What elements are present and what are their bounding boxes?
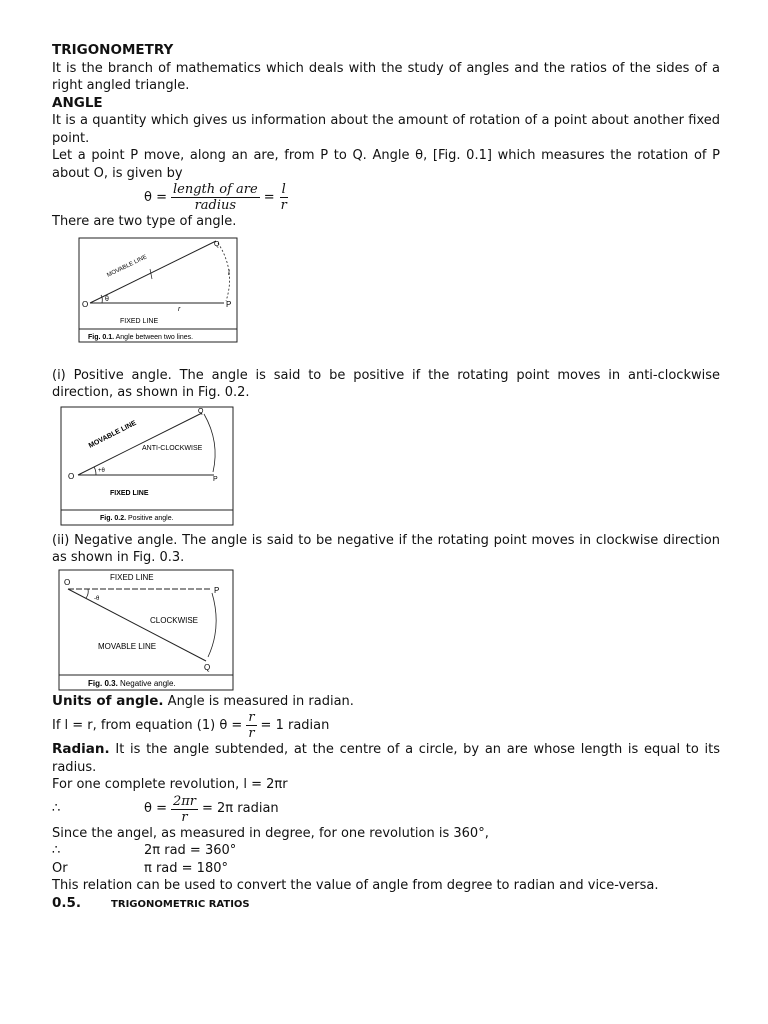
label-p: P xyxy=(226,299,232,309)
figure-0-3-diagram xyxy=(58,569,234,691)
fraction-numerator-l: l xyxy=(281,182,286,197)
negative-angle-paragraph: (ii) Negative angle. The angle is said to be negative if the rotating point moves in clockwise direction as shown in Fig. 0.3. xyxy=(52,532,720,565)
fig3-caption xyxy=(88,679,176,688)
fig1-caption-text: Angle between two lines. xyxy=(114,333,194,341)
figure-0-2-diagram xyxy=(60,406,234,526)
fraction-length-radius xyxy=(171,182,260,213)
fraction-numerator-r: r xyxy=(248,710,255,725)
label-theta: θ xyxy=(105,295,109,303)
label-o: O xyxy=(82,299,89,309)
units-text: Angle is measured in radian. xyxy=(163,693,354,709)
section-heading xyxy=(52,895,720,914)
label-anti-clockwise: ANTI-CLOCKWISE xyxy=(142,444,203,452)
label-q: Q xyxy=(204,662,211,672)
figure-0-2 xyxy=(60,406,720,526)
therefore2-text: 2π rad = 360° xyxy=(144,843,237,858)
fig2-caption xyxy=(100,515,174,522)
label-q: Q xyxy=(214,240,220,248)
formula-2pi xyxy=(52,794,720,825)
radian-paragraph xyxy=(52,741,720,776)
label-fixed-line: FIXED LINE xyxy=(120,317,159,325)
page-title: TRIGONOMETRY xyxy=(52,42,174,58)
angle-heading: ANGLE xyxy=(52,94,103,111)
figure-0-1-diagram xyxy=(78,237,240,347)
units-heading: Units of angle. xyxy=(52,692,164,709)
fraction-denominator-r: r xyxy=(280,198,287,213)
fig1-caption-bold: Fig. 0.1. xyxy=(88,333,115,341)
radian-heading: Radian. xyxy=(52,741,110,757)
section-number: 0.5. xyxy=(52,894,82,911)
label-fixed-line: FIXED LINE xyxy=(110,489,149,497)
arc-path xyxy=(208,593,216,657)
formula-lhs: θ = xyxy=(144,189,167,205)
label-o: O xyxy=(64,577,71,587)
arc-path xyxy=(204,414,215,472)
label-theta: +θ xyxy=(98,467,105,474)
fig2-caption-text: Positive angle. xyxy=(126,514,174,522)
positive-angle-paragraph: (i) Positive angle. The angle is said to be positive if the rotating point moves in anti-clockwise direction, as shown in Fig. 0.2. xyxy=(52,367,720,400)
fraction-numerator: length of are xyxy=(172,182,258,197)
angle-definition: It is a quantity which gives us information about the amount of rotation of a point about another fixed point. xyxy=(52,113,720,146)
formula-equals: = xyxy=(263,189,275,205)
intro-paragraph: It is the branch of mathematics which deals with the study of angles and the ratios of the sides of a right angled triangle. xyxy=(52,60,720,93)
document-page xyxy=(52,42,720,913)
radian-text: It is the angle subtended, at the centre of a circle, by an are whose length is equal to its radius. xyxy=(52,742,720,775)
therefore2-line xyxy=(52,842,720,860)
relation-paragraph: This relation can be used to convert the value of angle from degree to radian and vice-versa. xyxy=(52,878,659,893)
or-symbol: Or xyxy=(52,860,68,876)
fig2-caption-bold: Fig. 0.2. xyxy=(100,514,127,522)
fraction-denominator-r3: r xyxy=(181,809,188,825)
angle-let-paragraph: Let a point P move, along an are, from P to Q. Angle θ, [Fig. 0.1] which measures the rotation of P about O, is given by xyxy=(52,148,720,181)
or-text: π rad = 180° xyxy=(144,860,228,876)
if-eq-post: = 1 radian xyxy=(260,717,330,733)
or-line xyxy=(52,860,720,878)
since-paragraph: Since the angel, as measured in degree, for one revolution is 360°, xyxy=(52,825,489,841)
fig3-caption-bold: Fig. 0.3. xyxy=(88,678,118,688)
label-theta: -θ xyxy=(94,595,100,602)
label-fixed-line: FIXED LINE xyxy=(110,572,154,582)
label-clockwise: CLOCKWISE xyxy=(150,615,199,625)
label-movable-line: MOVABLE LINE xyxy=(106,253,149,279)
label-p: P xyxy=(213,475,218,483)
if-eq-pre: If l = r, from equation (1) θ = xyxy=(52,717,243,733)
figure-0-1 xyxy=(78,237,720,347)
units-paragraph xyxy=(52,693,720,711)
therefore1-lhs: θ = xyxy=(144,801,167,817)
fraction-r-r xyxy=(246,710,256,741)
fig3-caption-text: Negative angle. xyxy=(117,678,176,688)
therefore1-post: = 2π radian xyxy=(202,801,279,817)
fraction-numerator-2pir: 2πr xyxy=(172,793,197,809)
label-r: r xyxy=(178,305,181,313)
fraction-denominator-r2: r xyxy=(248,726,255,741)
formula-if-l-equals-r xyxy=(52,710,720,741)
label-p: P xyxy=(214,585,220,595)
label-o: O xyxy=(68,471,75,481)
fraction-2pir-r xyxy=(171,794,198,825)
fraction-l-r xyxy=(279,182,289,213)
label-q: Q xyxy=(198,407,204,415)
figure-0-3 xyxy=(58,569,720,691)
one-revolution-text: For one complete revolution, l = 2πr xyxy=(52,777,288,792)
fraction-denominator: radius xyxy=(194,198,237,213)
label-movable-line: MOVABLE LINE xyxy=(98,641,157,651)
fig1-caption xyxy=(88,334,193,341)
formula-theta xyxy=(144,182,720,213)
therefore-symbol: ∴ xyxy=(52,801,61,817)
label-movable-line: MOVABLE LINE xyxy=(87,419,138,450)
two-types-text: There are two type of angle. xyxy=(52,214,237,229)
section-title: TRIGONOMETRIC RATIOS xyxy=(111,898,250,910)
therefore2-symbol: ∴ xyxy=(52,843,61,858)
label-l: l xyxy=(228,269,230,277)
